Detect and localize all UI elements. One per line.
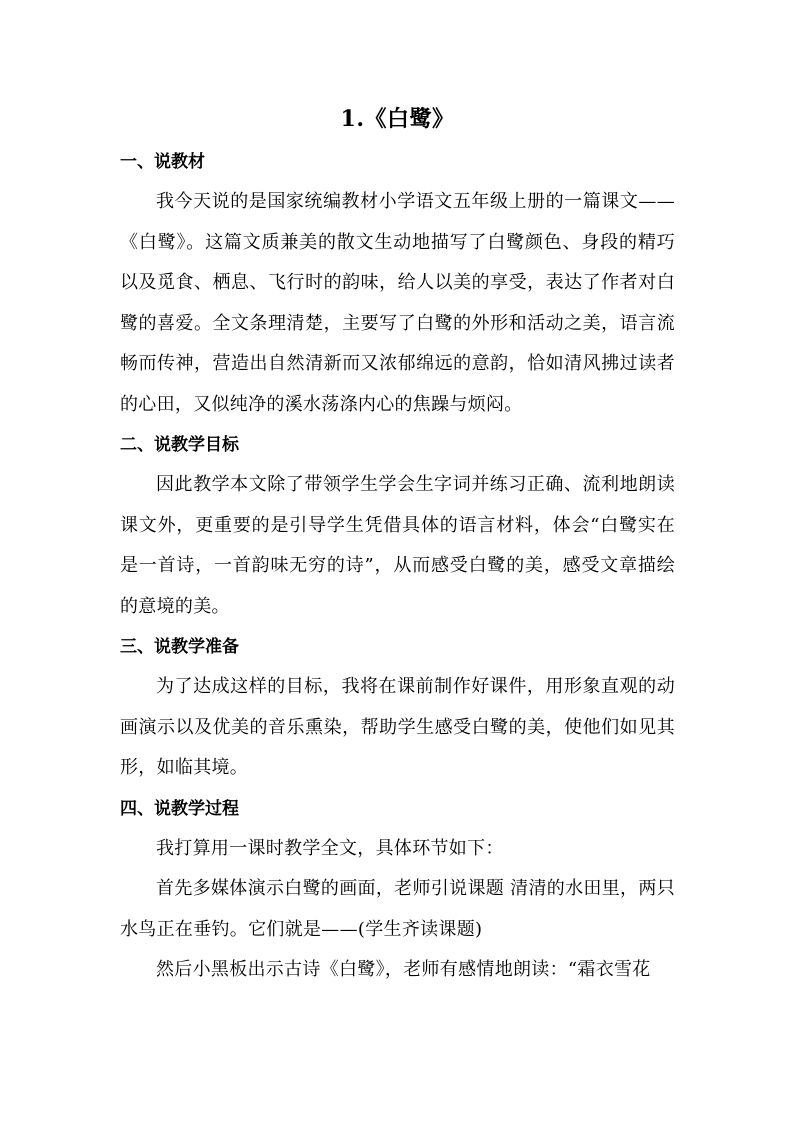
section-heading: 一、说教材 <box>120 152 205 172</box>
paragraph: 然后小黑板出示古诗《白鹭》，老师有感情地朗读：“霜衣雪花 <box>156 959 651 980</box>
paragraph: 因此教学本文除了带领学生学会生字词并练习正确、流利地朗读课文外，更重要的是引导学生凭借具体的语言材料，体会“白鹭实在是一首诗，一首韵味无穷的诗”，从而感受白鹭的美，感受文章描绘的意境的美。 <box>120 474 675 617</box>
paragraph: 我打算用一课时教学全文，具体环节如下： <box>156 837 504 859</box>
section-teaching-preparation <box>120 627 675 789</box>
section-textbook <box>120 142 675 425</box>
section-heading: 三、说教学准备 <box>120 637 239 657</box>
section-teaching-process <box>120 789 675 991</box>
paragraph: 为了达成这样的目标，我将在课前制作好课件，用形象直观的动画演示以及优美的音乐熏染，帮助学生感受白鹭的美，使他们如见其形，如临其境。 <box>120 676 675 778</box>
paragraph: 我今天说的是国家统编教材小学语文五年级上册的一篇课文——《白鹭》。这篇文质兼美的散文生动地描写了白鹭颜色、身段的精巧以及觅食、栖息、飞行时的韵味，给人以美的享受，表达了作者对白鹭的喜爱。全文条理清楚，主要写了白鹭的外形和活动之美，语言流畅而传神，营造出自然清新而又浓郁绵远的意韵，恰如清风拂过读者的心田，又似纯净的溪水荡涤内心的焦躁与烦闷。 <box>120 191 675 415</box>
paragraph: 首先多媒体演示白鹭的画面，老师引说课题 清清的水田里，两只水鸟正在垂钓。它们就是——(学生齐读课题) <box>120 878 675 940</box>
document-title: 1.《白鹭》 <box>340 106 455 132</box>
document-page <box>120 100 675 991</box>
section-teaching-goals <box>120 425 675 627</box>
section-heading: 二、说教学目标 <box>120 435 239 455</box>
section-heading: 四、说教学过程 <box>120 798 239 819</box>
